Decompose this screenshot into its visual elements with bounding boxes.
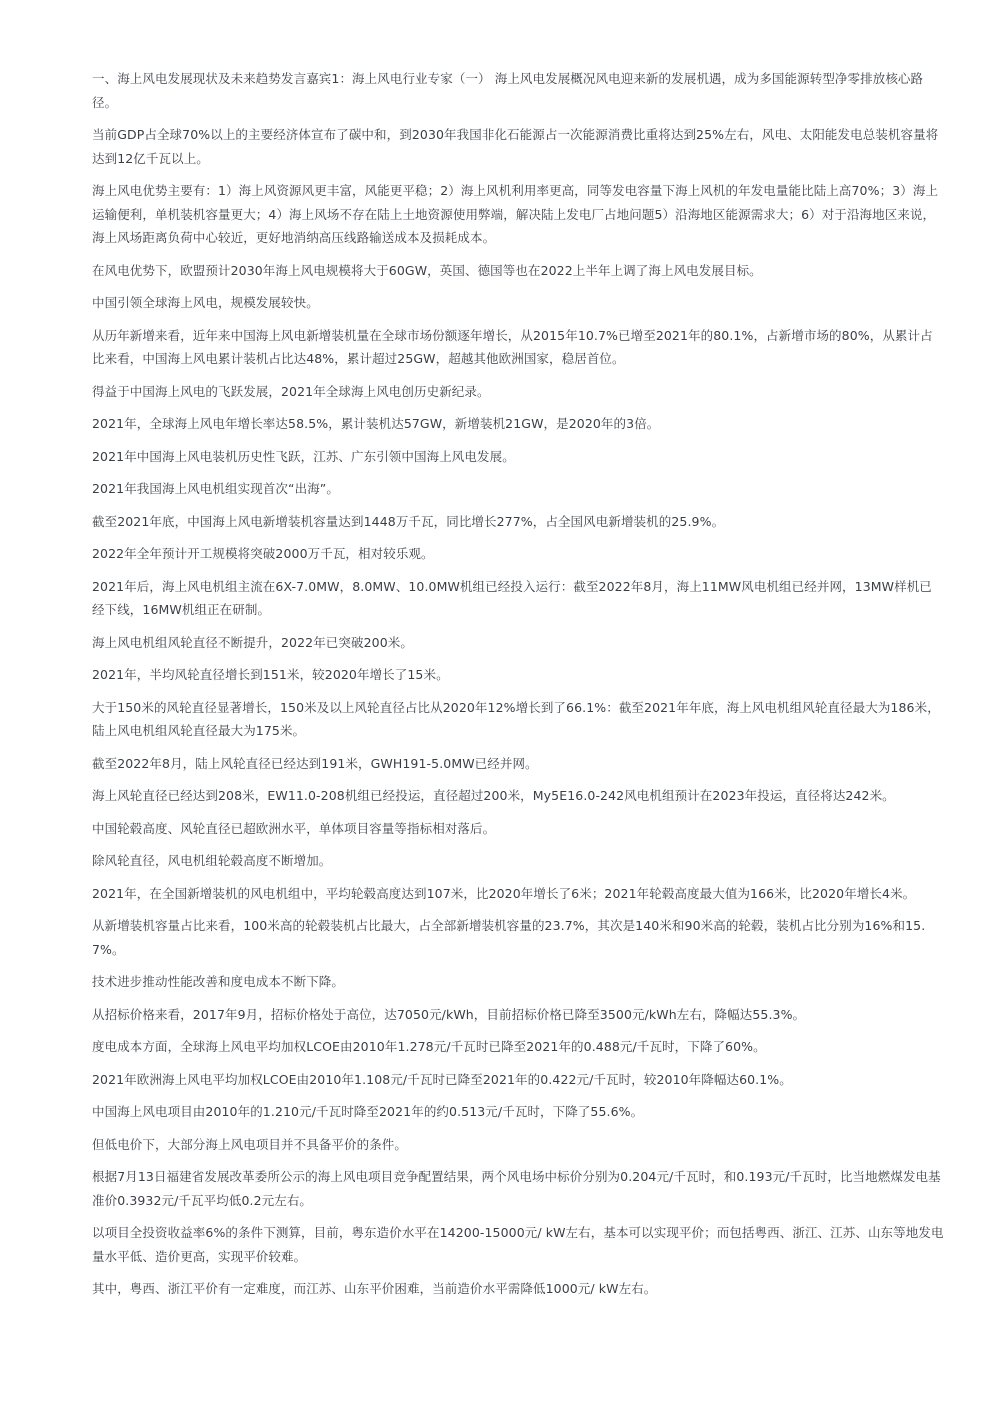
paragraph: 2021年，全球海上风电年增长率达58.5%，累计装机达57GW，新增装机21GW，是2020年的3倍。 bbox=[92, 416, 660, 431]
paragraph: 截至2021年底，中国海上风电新增装机容量达到1448万千瓦，同比增长277%，占全国风电新增装机的25.9%。 bbox=[92, 513, 725, 529]
paragraph: 度电成本方面，全球海上风电平均加权LCOE由2010年1.278元/千瓦时已降至2021年的0.488元/千瓦时，下降了60%。 bbox=[92, 1039, 766, 1054]
paragraph: 海上风轮直径已经达到208米，EW11.0-208机组已经投运，直径超过200米，My5E16.0-242风电机组预计在2023年投运，直径将达242米。 bbox=[92, 788, 895, 803]
paragraph: 一、海上风电发展现状及未来趋势发言嘉宾1：海上风电行业专家（一） 海上风电发展概况风电迎来新的发展机遇，成为多国能源转型净零排放核心路径。 bbox=[92, 71, 924, 110]
paragraph: 2021年我国海上风电机组实现首次“出海”。 bbox=[92, 481, 339, 496]
paragraph: 中国海上风电项目由2010年的1.210元/千瓦时降至2021年的约0.513元/千瓦时，下降了55.6%。 bbox=[92, 1104, 644, 1119]
paragraph: 在风电优势下，欧盟预计2030年海上风电规模将大于60GW，英国、德国等也在2022上半年上调了海上风电发展目标。 bbox=[92, 262, 762, 278]
paragraph: 以项目全投资收益率6%的条件下测算，目前，粤东造价水平在14200-15000元/ kW左右，基本可以实现平价；而包括粤西、浙江、江苏、山东等地发电量水平低、造价更高，实现平价较难。 bbox=[92, 1225, 944, 1264]
paragraph: 得益于中国海上风电的飞跃发展，2021年全球海上风电创历史新纪录。 bbox=[92, 383, 490, 399]
paragraph: 其中，粤西、浙江平价有一定难度，而江苏、山东平价困难，当前造价水平需降低1000元/ kW左右。 bbox=[92, 1281, 657, 1296]
paragraph: 中国引领全球海上风电，规模发展较快。 bbox=[92, 295, 319, 310]
paragraph: 2022年全年预计开工规模将突破2000万千瓦，相对较乐观。 bbox=[92, 546, 434, 561]
paragraph: 2021年，半均风轮直径增长到151米，较2020年增长了15米。 bbox=[92, 667, 449, 682]
paragraph: 2021年，在全国新增装机的风电机组中，平均轮毂高度达到107米，比2020年增长了6米；2021年轮毂高度最大值为166米，比2020年增长4米。 bbox=[92, 885, 916, 901]
paragraph: 2021年欧洲海上风电平均加权LCOE由2010年1.108元/千瓦时已降至2021年的0.422元/千瓦时，较2010年降幅达60.1%。 bbox=[92, 1071, 792, 1087]
paragraph: 技术进步推动性能改善和度电成本不断下降。 bbox=[92, 974, 345, 989]
paragraph: 根据7月13日福建省发展改革委所公示的海上风电项目竞争配置结果，两个风电场中标价分别为0.204元/千瓦时，和0.193元/千瓦时，比当地燃煤发电基准价0.3932元/千瓦平均低0.2元左右。 bbox=[92, 1169, 941, 1208]
paragraph: 从招标价格来看，2017年9月，招标价格处于高位，达7050元/kWh，目前招标价格已降至3500元/kWh左右，降幅达55.3%。 bbox=[92, 1006, 806, 1022]
document-page bbox=[92, 67, 944, 1310]
paragraph: 中国轮毂高度、风轮直径已超欧洲水平，单体项目容量等指标相对落后。 bbox=[92, 820, 496, 836]
paragraph: 海上风电机组风轮直径不断提升，2022年已突破200米。 bbox=[92, 634, 413, 650]
paragraph: 从新增装机容量占比来看，100米高的轮毂装机占比最大，占全部新增装机容量的23.7%，其次是140米和90米高的轮毂，装机占比分别为16%和15.7%。 bbox=[92, 918, 926, 957]
paragraph: 海上风电优势主要有：1）海上风资源风更丰富，风能更平稳；2）海上风机利用率更高，同等发电容量下海上风机的年发电量能比陆上高70%；3）海上运输便利，单机装机容量更大；4）海上风场不存在陆上土地资源使用弊端，解决陆上发电厂占地问题5）沿海地区能源需求大；6）对于沿海地区来说，海上风场距离负荷中心较近，更好地消纳高压线路输送成本及损耗成本。 bbox=[92, 183, 939, 245]
paragraph: 当前GDP占全球70%以上的主要经济体宣布了碳中和，到2030年我国非化石能源占一次能源消费比重将达到25%左右，风电、太阳能发电总装机容量将达到12亿千瓦以上。 bbox=[92, 127, 939, 166]
paragraph: 但低电价下，大部分海上风电项目并不具备平价的条件。 bbox=[92, 1136, 408, 1152]
paragraph: 从历年新增来看，近年来中国海上风电新增装机量在全球市场份额逐年增长，从2015年10.7%已增至2021年的80.1%，占新增市场的80%，从累计占比来看，中国海上风电累计装机占比达48%，累计超过25GW，超越其他欧洲国家，稳居首位。 bbox=[92, 327, 933, 366]
paragraph: 除风轮直径，风电机组轮毂高度不断增加。 bbox=[92, 853, 332, 868]
paragraph: 2021年后，海上风电机组主流在6X-7.0MW，8.0MW、10.0MW机组已经投入运行：截至2022年8月，海上11MW风电机组已经并网，13MW样机已经下线，16MW机组正在研制。 bbox=[92, 578, 932, 617]
paragraph: 截至2022年8月，陆上风轮直径已经达到191米，GWH191-5.0MW已经并网。 bbox=[92, 755, 538, 771]
paragraph: 2021年中国海上风电装机历史性飞跃，江苏、广东引领中国海上风电发展。 bbox=[92, 448, 515, 464]
paragraph: 大于150米的风轮直径显著增长，150米及以上风轮直径占比从2020年12%增长到了66.1%：截至2021年年底，海上风电机组风轮直径最大为186米，陆上风电机组风轮直径最大为175米。 bbox=[92, 699, 940, 738]
